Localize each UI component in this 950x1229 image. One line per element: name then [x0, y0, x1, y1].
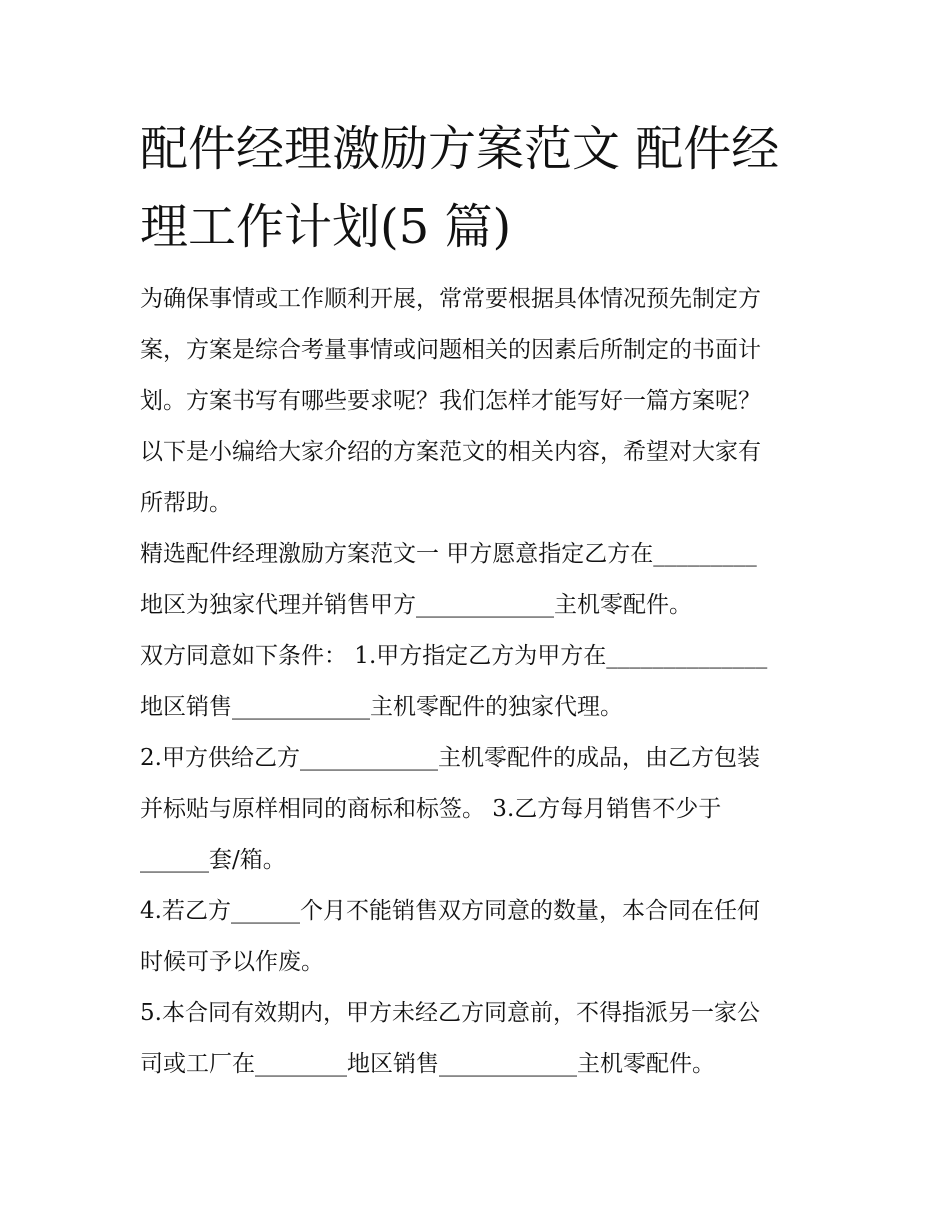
text-line: 5.本合同有效期内，甲方未经乙方同意前，不得指派另一家公: [140, 1000, 760, 1026]
text-line: 地区销售____________主机零配件的独家代理。: [140, 694, 623, 720]
text-line: 以下是小编给大家介绍的方案范文的相关内容，希望对大家有: [140, 439, 761, 465]
text-line: 2.甲方供给乙方____________主机零配件的成品，由乙方包装: [140, 745, 760, 771]
intro-paragraph: [140, 274, 810, 529]
text-line: 所帮助。: [140, 490, 232, 516]
conditions-paragraph: [140, 631, 810, 733]
text-line: 案，方案是综合考量事情或问题相关的因素后所制定的书面计: [140, 337, 761, 363]
document-page: [140, 110, 810, 1090]
title-line-2: 理工作计划(5 篇): [140, 199, 512, 255]
text-line: 为确保事情或工作顺利开展，常常要根据具体情况预先制定方: [140, 286, 761, 312]
text-line: 精选配件经理激励方案范文一 甲方愿意指定乙方在_________: [140, 541, 757, 567]
title-line-1: 配件经理激励方案范文 配件经: [140, 121, 780, 177]
text-line: 并标贴与原样相同的商标和标签。 3.乙方每月销售不少于: [140, 796, 722, 822]
section-paragraph: [140, 529, 810, 631]
text-line: 时候可予以作废。: [140, 949, 324, 975]
clause-2-paragraph: [140, 733, 810, 886]
clause-5-paragraph: [140, 988, 810, 1090]
text-line: 双方同意如下条件： 1.甲方指定乙方为甲方在______________: [140, 643, 768, 669]
text-line: 地区为独家代理并销售甲方____________主机零配件。: [140, 592, 692, 618]
text-line: 4.若乙方______个月不能销售双方同意的数量，本合同在任何: [140, 898, 760, 924]
text-line: ______套/箱。: [140, 847, 286, 873]
text-line: 司或工厂在________地区销售____________主机零配件。: [140, 1051, 715, 1077]
clause-4-paragraph: [140, 886, 810, 988]
text-line: 划。方案书写有哪些要求呢？我们怎样才能写好一篇方案呢？: [140, 388, 761, 414]
document-title: [140, 110, 810, 266]
